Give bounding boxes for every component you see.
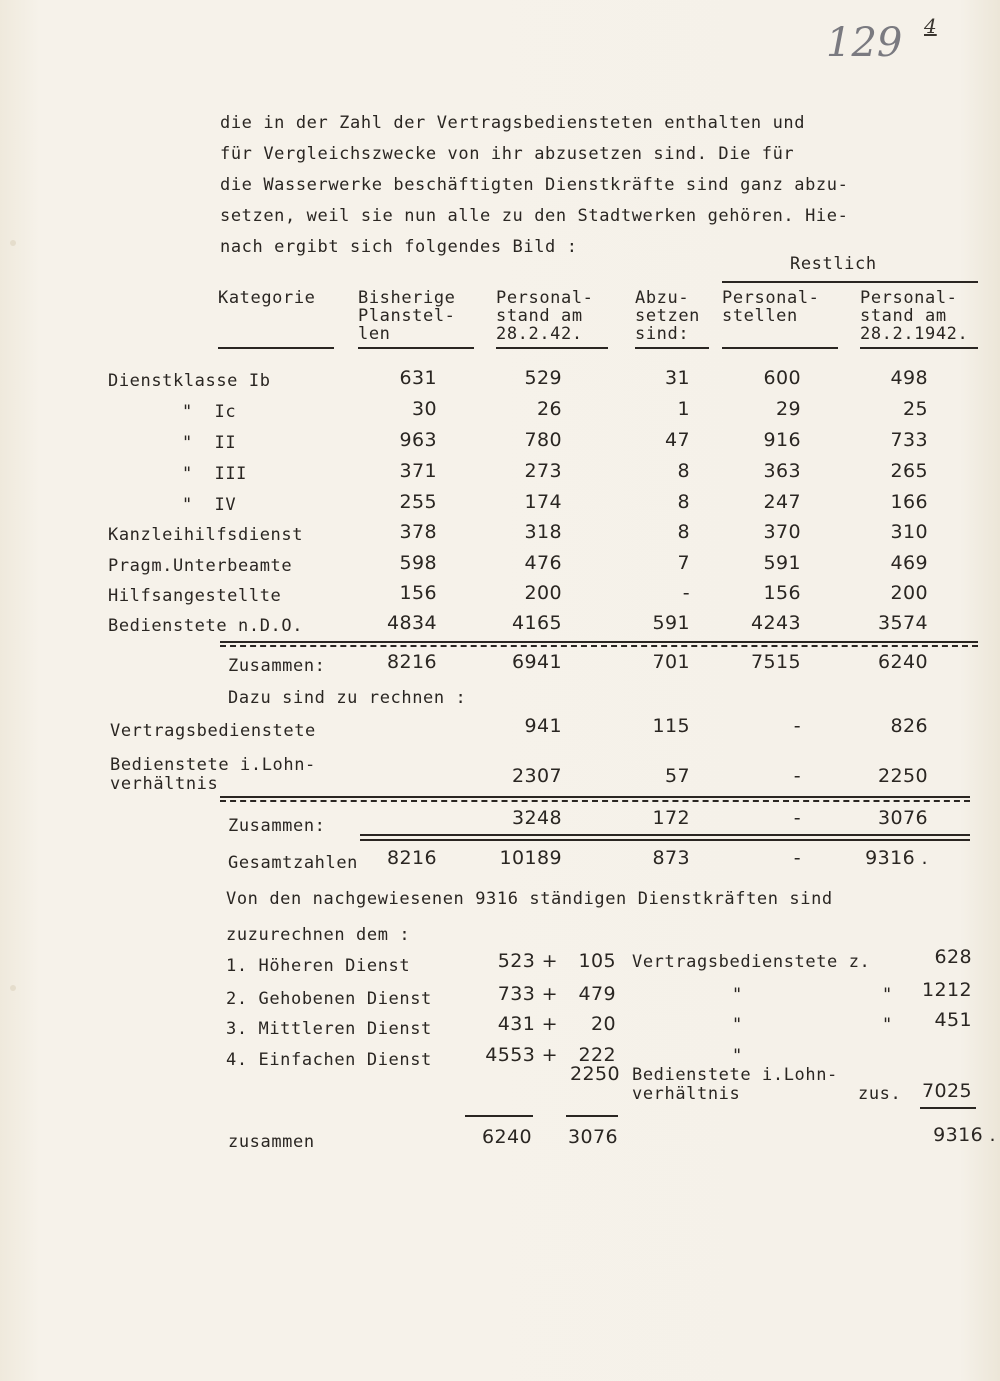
- summary-b: 20: [591, 1013, 616, 1035]
- row-cell: 31: [665, 367, 690, 389]
- header-bisherige-3: len: [358, 324, 391, 344]
- row-cell: 8: [677, 521, 690, 543]
- intro-line: nach ergibt sich folgendes Bild :: [220, 237, 578, 257]
- summary-b: 479: [578, 983, 616, 1005]
- row-cell: 115: [652, 715, 690, 737]
- zusammen-cell: 8216: [387, 651, 437, 673]
- summary-label: 2. Gehobenen Dienst: [226, 989, 432, 1009]
- final-rule: [920, 1107, 976, 1109]
- header-abzusetzen-3: sind:: [635, 324, 690, 344]
- zusammen-cell: 3076: [878, 807, 928, 829]
- summary-desc: ": [732, 1015, 743, 1035]
- punch-hole: [10, 240, 16, 246]
- row-cell: 26: [537, 398, 562, 420]
- row-cell: 30: [412, 398, 437, 420]
- row-cell: -: [793, 765, 801, 787]
- header-underline: [218, 347, 334, 349]
- row-cell: 1: [677, 398, 690, 420]
- lohn-desc-1: Bedienstete i.Lohn-: [632, 1065, 838, 1085]
- final-b: 3076: [568, 1126, 618, 1148]
- row-cell: 826: [890, 715, 928, 737]
- zusammen-label: Zusammen:: [228, 656, 326, 676]
- header-bisherige-1: Bisherige: [358, 288, 456, 308]
- summary-label: 3. Mittleren Dienst: [226, 1019, 432, 1039]
- punch-hole: [10, 985, 16, 991]
- row-cell: 8: [677, 491, 690, 513]
- header-abzusetzen-2: setzen: [635, 306, 701, 326]
- header-personalstand-3: 28.2.42.: [496, 324, 583, 344]
- row-cell: 57: [665, 765, 690, 787]
- row-cell: 255: [399, 491, 437, 513]
- total-rule: [220, 796, 970, 798]
- row-cell: 363: [763, 460, 801, 482]
- summary-a: 4553 +: [485, 1044, 558, 1066]
- row-cell: 631: [399, 367, 437, 389]
- zusammen-cell: 6941: [512, 651, 562, 673]
- row-cell: 498: [890, 367, 928, 389]
- gesamt-cell: -: [793, 847, 801, 869]
- row-cell: 4834: [387, 612, 437, 634]
- row-cell: 941: [524, 715, 562, 737]
- total-rule-dashed: [220, 800, 970, 802]
- header-personalstellen-2: stellen: [722, 306, 798, 326]
- row-label: Pragm.Unterbeamte: [108, 556, 293, 576]
- header-bisherige-2: Planstel-: [358, 306, 456, 326]
- header-personalstand-2: stand am: [496, 306, 583, 326]
- row-label: Hilfsangestellte: [108, 586, 282, 606]
- row-cell: 265: [890, 460, 928, 482]
- row-cell: 273: [524, 460, 562, 482]
- lohn-b: 2250: [570, 1063, 620, 1085]
- row-cell: 469: [890, 552, 928, 574]
- gesamt-cell: 873: [652, 847, 690, 869]
- row-cell: 476: [524, 552, 562, 574]
- zusammen-cell: 6240: [878, 651, 928, 673]
- row-cell: 8: [677, 460, 690, 482]
- total-rule: [360, 834, 970, 836]
- final-rule: [566, 1115, 618, 1117]
- zusammen-cell: 172: [652, 807, 690, 829]
- header-personalstellen-1: Personal-: [722, 288, 820, 308]
- zusammen-cell: 7515: [751, 651, 801, 673]
- row-cell: 600: [763, 367, 801, 389]
- header-underline: [635, 347, 709, 349]
- row-cell: -: [682, 582, 690, 604]
- total-rule-dashed: [220, 645, 978, 647]
- gesamt-cell: 10189: [499, 847, 562, 869]
- header-underline: [860, 347, 978, 349]
- final-val: 9316 .: [933, 1124, 996, 1146]
- lohn-zus: zus.: [858, 1084, 902, 1104]
- row-label: " II: [182, 433, 237, 453]
- total-rule: [360, 839, 970, 841]
- restlich-rule: [722, 281, 978, 283]
- final-a: 6240: [482, 1126, 532, 1148]
- total-rule: [220, 641, 978, 643]
- row-cell: 47: [665, 429, 690, 451]
- summary-intro: zuzurechnen dem :: [226, 925, 411, 945]
- row-cell: 3574: [878, 612, 928, 634]
- final-rule: [465, 1115, 533, 1117]
- row-label: verhältnis: [110, 774, 219, 794]
- row-cell: 378: [399, 521, 437, 543]
- row-cell: 598: [399, 552, 437, 574]
- row-cell: -: [793, 715, 801, 737]
- row-cell: 591: [763, 552, 801, 574]
- row-cell: 371: [399, 460, 437, 482]
- row-cell: 370: [763, 521, 801, 543]
- row-label: " III: [182, 464, 248, 484]
- zusammen-label: Zusammen:: [228, 816, 326, 836]
- summary-val: 451: [934, 1009, 972, 1031]
- row-cell: 2250: [878, 765, 928, 787]
- summary-desc-2: ": [882, 1015, 893, 1035]
- restlich-label: Restlich: [790, 254, 877, 274]
- summary-val: 628: [934, 946, 972, 968]
- header-underline: [722, 347, 838, 349]
- row-cell: 200: [890, 582, 928, 604]
- intro-line: setzen, weil sie nun alle zu den Stadtwerken gehören. Hie-: [220, 206, 849, 226]
- summary-desc: ": [732, 985, 743, 1005]
- row-cell: 29: [776, 398, 801, 420]
- row-label: Kanzleihilfsdienst: [108, 525, 304, 545]
- row-cell: 780: [524, 429, 562, 451]
- row-cell: 591: [652, 612, 690, 634]
- row-cell: 174: [524, 491, 562, 513]
- gesamt-cell: 9316 .: [865, 847, 928, 869]
- summary-label: 1. Höheren Dienst: [226, 956, 411, 976]
- final-label: zusammen: [228, 1132, 315, 1152]
- corner-mark: 4: [924, 14, 937, 38]
- page-number: 129: [826, 20, 903, 66]
- header-underline: [358, 347, 474, 349]
- header-personalstand1942-1: Personal-: [860, 288, 958, 308]
- gesamt-cell: 8216: [387, 847, 437, 869]
- intro-line: die Wasserwerke beschäftigten Dienstkräfte sind ganz abzu-: [220, 175, 849, 195]
- summary-a: 523 +: [497, 950, 558, 972]
- row-cell: 2307: [512, 765, 562, 787]
- zusammen-cell: 701: [652, 651, 690, 673]
- row-cell: 318: [524, 521, 562, 543]
- row-label: Bedienstete n.D.O.: [108, 616, 304, 636]
- row-cell: 7: [677, 552, 690, 574]
- intro-line: für Vergleichszwecke von ihr abzusetzen sind. Die für: [220, 144, 795, 164]
- row-cell: 310: [890, 521, 928, 543]
- summary-b: 105: [578, 950, 616, 972]
- row-cell: 166: [890, 491, 928, 513]
- row-cell: 156: [763, 582, 801, 604]
- gesamt-label: Gesamtzahlen: [228, 853, 359, 873]
- row-label: Vertragsbedienstete: [110, 721, 316, 741]
- summary-desc: Vertragsbedienstete z.: [632, 952, 871, 972]
- row-cell: 4243: [751, 612, 801, 634]
- summary-val: 1212: [922, 979, 972, 1001]
- header-personalstand1942-2: stand am: [860, 306, 947, 326]
- row-cell: 733: [890, 429, 928, 451]
- intro-line: die in der Zahl der Vertragsbediensteten enthalten und: [220, 113, 806, 133]
- row-cell: 200: [524, 582, 562, 604]
- row-label: " IV: [182, 495, 237, 515]
- row-cell: 247: [763, 491, 801, 513]
- zusammen-cell: 3248: [512, 807, 562, 829]
- row-cell: 156: [399, 582, 437, 604]
- header-underline: [496, 347, 608, 349]
- row-label: Bedienstete i.Lohn-: [110, 755, 316, 775]
- summary-b: 222: [578, 1044, 616, 1066]
- header-personalstand1942-3: 28.2.1942.: [860, 324, 969, 344]
- row-cell: 25: [903, 398, 928, 420]
- row-cell: 4165: [512, 612, 562, 634]
- header-kategorie: Kategorie: [218, 288, 316, 308]
- summary-a: 733 +: [497, 983, 558, 1005]
- summary-desc-2: ": [882, 985, 893, 1005]
- header-abzusetzen-1: Abzu-: [635, 288, 690, 308]
- summary-intro: Von den nachgewiesenen 9316 ständigen Dienstkräften sind: [226, 889, 833, 909]
- summary-label: 4. Einfachen Dienst: [226, 1050, 432, 1070]
- row-cell: 916: [763, 429, 801, 451]
- row-label: Dienstklasse Ib: [108, 371, 271, 391]
- row-cell: 963: [399, 429, 437, 451]
- lohn-val: 7025: [922, 1080, 972, 1102]
- row-label: " Ic: [182, 402, 237, 422]
- row-cell: 529: [524, 367, 562, 389]
- zusammen-cell: -: [793, 807, 801, 829]
- dazu-label: Dazu sind zu rechnen :: [228, 688, 467, 708]
- lohn-desc-2: verhältnis: [632, 1084, 741, 1104]
- summary-a: 431 +: [497, 1013, 558, 1035]
- header-personalstand-1: Personal-: [496, 288, 594, 308]
- summary-desc: ": [732, 1046, 743, 1066]
